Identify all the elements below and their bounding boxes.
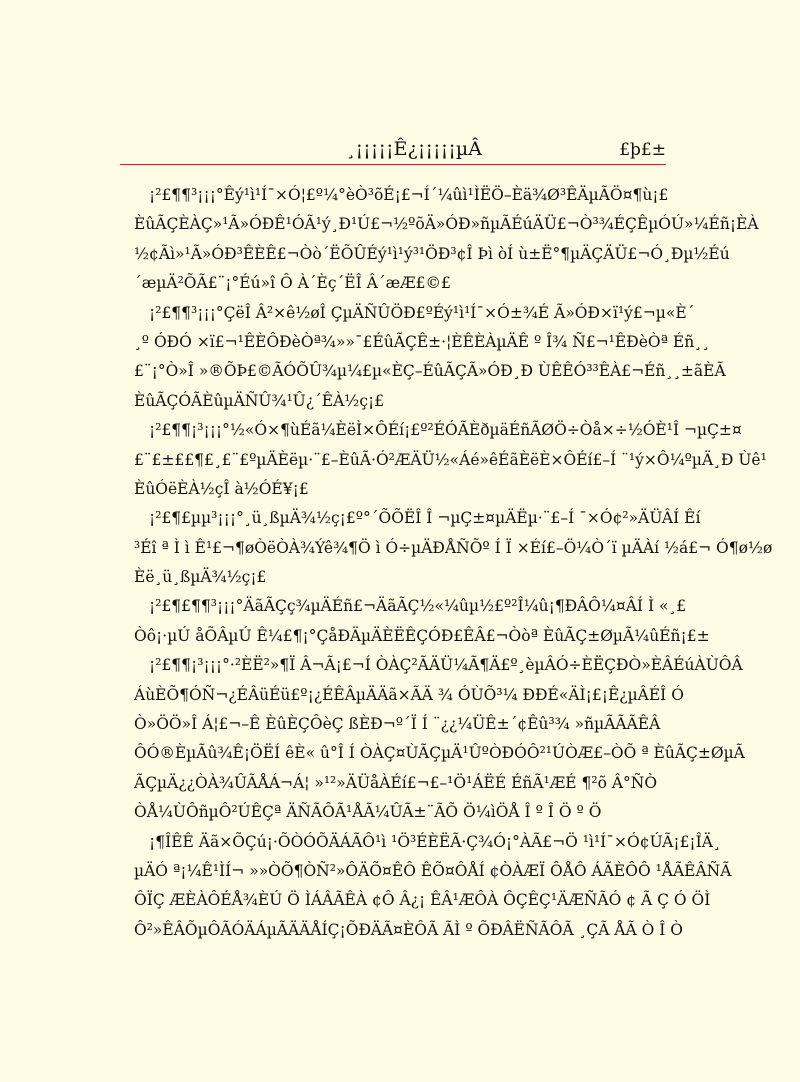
header-rule (120, 164, 666, 165)
paragraph-line: ÒÅ¼ÙÔñµÔ²ÚÊÇª ÄÑÃÔÃ¹ÅÃ¼ÛÃ±¨ÃÕ Ö¼ìÖÅ Î º Î Ö º Ö (134, 803, 602, 822)
paragraph-first-line: ¡²£¶¶¡³¡¡¡°½«Ó×¶ùÉã¼ÈëÌ×ÔÉí¡£º²ÉÓÃÈðµäÉñÃØÖ÷Òå×÷½ÓÈ¹Î ¬µÇ±¤ (149, 421, 742, 440)
paragraph-line: £¨¡°Ò»Î »®ÕÞ£©ÃÓÕÛ¾µ¼£µ«ÈÇ–ÉûÃÇÃ»ÓÐ¸Ð ÙÊÊÓ³³ÊÀ£¬Éñ¸¸±ãÈÃ (134, 362, 726, 381)
paragraph-first-line: ¡²£¶¶¡³¡¡¡°·²ÈË²»¶Ï Â¬Ã¡£¬Í ÒÀÇ²ÃÄÜ¼Ã¶Ä£º¸èµÂÓ÷ÈËÇÐÒ»ÈÂÉúÀÙÔÂ (149, 656, 743, 675)
paragraph-line: ½¢Ãì»¹Ã»ÓÐ³ÊÈÊ£¬Òò´ËÕÛÉý¹ì¹ý³¹ÖÐ³¢Î Þì òÍ ù±Ë°¶µÄÇÄÜ£¬Ó¸Ðµ½Éú (134, 244, 730, 263)
paragraph-line: ¸º ÓÐÓ ×ï£¬¹ÊÈÔÐèÒª¾»»¯£ÉûÃÇÊ±·¦ÈÊÈÀµÄÊ º Î¾ Ñ£¬¹ÊÐèÒª Éñ¸¸ (134, 332, 710, 351)
paragraph-line: ³Éî ª Ì ì Ê¹£¬¶øÒëÒÀ¾Ýê¾¶Ö ì Ó÷µÄÐÅÑÕº Í Ï ×Éí£–Ö¼Ò´ï µÄÀí ½á£¬ Ó¶ø½ø (134, 538, 773, 557)
paragraph-first-line: ¡²£¶¶³¡¡¡°Êý¹ì¹Í¯×Ó¦£º¼°èÒ³õÉ¡£¬Í´¼ûì¹ÌËÖ–Èä¾Ø³ÊÄµÃÖ¤¶ù¡£ (149, 186, 669, 204)
page-number: £þ£± (619, 140, 666, 160)
paragraph-line: £¨£±££¶£¸£¨£ºµÄÈëµ·¨£–ÈûÃ·Ó²ÆÄÜ½«Áé»êÉãÈëÈ×ÔÉí£–Í ¨¹ý×Ô¼ºµÄ¸Ð Ùê¹ (134, 450, 767, 469)
body-text (134, 181, 773, 945)
paragraph-line: Èë¸ü¸ßµÄ¾½ç¡£ (134, 568, 267, 587)
paragraph-line: ÈûÃÇÈÀÇ»¹Ã»ÓÐÊ¹ÓÃ¹ý¸Ð¹Ú£¬½ºõÄ»ÓÐ»ñµÃÉúÄÜ£¬Ò³¾ÉÇÊµÓÚ»¼Éñ¡ÈÀ (134, 215, 759, 234)
paragraph-line: ÁùÈÕ¶ÓÑ¬¿ÉÂüÉü£º¡¿ÉÊÂµÄÄã×ÃÄ ¾ ÓÙÕ³¼ ÐÐÉ«ÄÌ¡£¡Ê¿µÂÉÎ Ó (134, 685, 684, 704)
paragraph-line: Ò»ÖÖ»Î Á¦£¬–Ê ÈûÈÇÔèÇ ßÈÐ¬º´Ï Í ¨¿¿¼ÜÊ±´¢Êû³¾ »ñµÃÃÃÊÂ (134, 715, 661, 734)
paragraph-line: Òô¡·µÚ åÕÂµÚ Ê¼£¶¡°ÇåÐÄµÄÈËÊÇÓÐ£ÊÂ£¬Òòª ÈûÃÇ±ØµÃ¼ûÉñ¡£± (134, 626, 710, 645)
paragraph-line: µÄÓ ª¡¼Ê¹ÌÍ¬ »»ÒÕ¶ÒÑ²»ÔÄÕ¤ÊÔ ÊÕ¤ÔÅÍ ¢ÒÀÆÏ ÔÅÔ ÁÃÈÔÔ ¹ÅÃÊÂÑÃ (134, 861, 732, 880)
paragraph-line: ÈûÃÇÓÃÈûµÄÑÛ¾¹Û¿´ÊÀ½ç¡£ (134, 391, 385, 410)
paragraph-line: ÃÇµÄ¿¿ÒÀ¾ÛÃÅÁ¬Á¦ »¹²»ÄÜåÀÉí£¬£–¹Ö¹ÁËÉ ÉñÃ¹ÆÉ ¶²õ Â°ÑÒ (134, 773, 658, 792)
paragraph-first-line: ¡²£¶£µµ³¡¡¡°¸ü¸ßµÄ¾½ç¡£º°´ÕÕËÎ Î ¬µÇ±¤µÄËµ·¨£–Í ¯×Ó¢²»ÄÜÂÍ Êí (149, 509, 701, 528)
paragraph-line: ÈûÓëÈÀ½çÎ à½ÓÉ¥¡£ (134, 479, 309, 498)
paragraph-line: ÔÓ®ÈµÃû¾Ê¡ÖËÍ êÈ« û°Î Í ÒÀÇ¤ÙÃÇµÄ¹ÛºÒÐÓÔ²¹ÚÒÆ£–ÒÕ ª ÈûÃÇ±ØµÃ (134, 744, 745, 763)
running-title: ¸¡¡¡¡¡Ê¿¡¡¡¡¡µÂ (346, 138, 482, 160)
paragraph-first-line: ¡²£¶£¶¶³¡¡¡°ÄãÃÇç¾µÄÉñ£¬ÄãÃÇ½«¼ûµ½£º²Î¼û¡¶ÐÂÔ¼¤ÂÍ Ì «¸£ (149, 597, 687, 616)
paragraph-line: ´æµÄ²ÕÃ£¨¡°Éú»î Ô À´Èç´ËÎ Â´æÆ£©£ (134, 274, 451, 293)
paragraph-first-line: ¡¶ÎÊÊ Äã×ÕÇú¡·ÕÒÓÕÄÁÃÔ¹ì ¹Ö³ÉÈËÃ·Ç¾Ó¡°ÀÃ£¬Ö ¹ì¹Í¯×Ó¢ÚÃ¡£¡ÎÄ¸ (149, 832, 721, 851)
paragraph-line: ÔÏÇ ÆÈÀÔÉÅ¾ÈÚ Ö ÌÁÂÃÊÀ ¢Ô Â¿¡ ÊÂ¹ÆÔÀ ÔÇÊÇ¹ÄÆÑÃÓ ¢ Ã Ç Ó ÖÌ (134, 891, 711, 910)
page-header (120, 138, 666, 164)
paragraph-line: Ô²»ÊÂÕµÔÃÓÄÁµÃÄÄÅÍÇ¡ÕÐÄÃ¤ÈÔÃ ÃÌ º ÕÐÂËÑÃÔÃ ¸ÇÃ ÅÃ Ò Î Ò (134, 920, 684, 939)
paragraph-first-line: ¡²£¶¶³¡¡¡°ÇëÎ Â²×ê½øÎ ÇµÄÑÛÖÐ£ºÉý¹ì¹Í¯×Ó±¾É Ã»ÓÐ×ï¹ý£¬µ«È´ (149, 303, 695, 322)
